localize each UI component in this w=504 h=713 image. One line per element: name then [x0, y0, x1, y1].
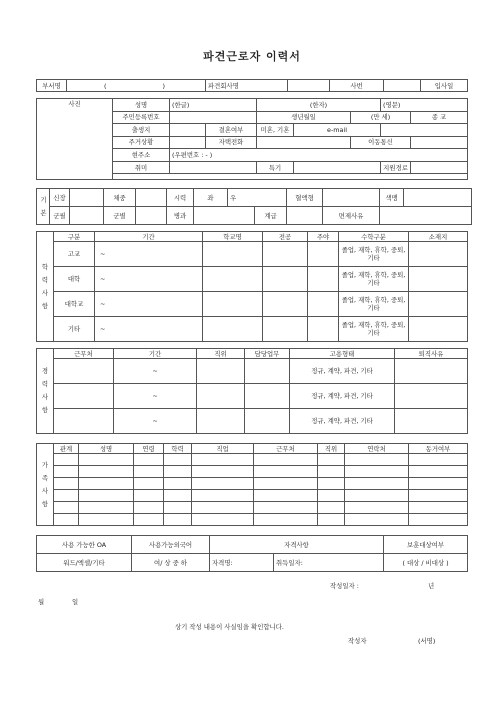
table-row — [37, 514, 468, 526]
fam-cell[interactable] — [409, 478, 468, 490]
fam-cell[interactable] — [192, 478, 254, 490]
signature-field[interactable]: (서명) — [418, 637, 436, 645]
year-label: 년 — [428, 582, 435, 590]
edu-level: 고교 — [54, 242, 95, 267]
marital-options[interactable]: 미혼, 기혼 — [257, 124, 294, 137]
rrn-input[interactable] — [170, 111, 257, 124]
fam-cell[interactable] — [409, 502, 468, 514]
table-row — [37, 466, 468, 478]
fam-cell[interactable] — [54, 454, 79, 466]
edu-period[interactable]: ~ — [95, 292, 203, 317]
table-row — [37, 267, 468, 292]
fam-cell[interactable] — [345, 490, 409, 502]
rank-input[interactable] — [287, 207, 323, 225]
fam-cell[interactable] — [79, 502, 134, 514]
dept-paren-close: ) — [161, 80, 206, 92]
edu-daynight-input[interactable] — [308, 292, 339, 317]
car-period[interactable]: ~ — [114, 409, 197, 434]
fam-cell[interactable] — [318, 466, 345, 478]
name-hangul[interactable]: (한글) — [170, 99, 257, 112]
fam-cell[interactable] — [134, 514, 164, 526]
car-col-reason: 퇴직사유 — [395, 349, 468, 359]
edu-col-school: 학교명 — [203, 232, 263, 242]
route-label: 지원경로 — [381, 161, 411, 174]
edu-col-location: 소재지 — [409, 232, 468, 242]
edu-col-major: 전공 — [263, 232, 308, 242]
edu-school-input[interactable] — [203, 242, 263, 267]
address-label: 현주소 — [113, 149, 170, 162]
edu-location-input[interactable] — [409, 317, 468, 342]
talent-label: 특기 — [257, 161, 294, 174]
car-reason-input[interactable] — [395, 359, 468, 384]
vision-right-label: 우 — [228, 189, 287, 207]
career-section-label: 경력사항 — [37, 349, 54, 434]
fam-cell[interactable] — [409, 490, 468, 502]
edu-school-input[interactable] — [203, 267, 263, 292]
edu-level: 대학 — [54, 267, 95, 292]
edu-location-input[interactable] — [409, 242, 468, 267]
fam-cell[interactable] — [318, 478, 345, 490]
name-hanja[interactable]: (한자) — [257, 99, 381, 112]
table-row — [37, 359, 468, 384]
home-phone-input[interactable] — [257, 136, 351, 149]
marital-label: 결혼여부 — [206, 124, 257, 137]
fam-cell[interactable] — [134, 490, 164, 502]
height-label: 신장 — [50, 189, 70, 207]
fam-cell[interactable] — [192, 502, 254, 514]
edu-major-input[interactable] — [263, 242, 308, 267]
header-table — [36, 79, 468, 92]
height-input[interactable] — [70, 189, 104, 207]
edu-level: 대학교 — [54, 292, 95, 317]
fam-cell[interactable] — [254, 490, 318, 502]
day-label: 일 — [72, 598, 79, 606]
agency-input[interactable] — [288, 80, 330, 92]
car-col-company: 근무처 — [54, 349, 114, 359]
fam-cell[interactable] — [54, 502, 79, 514]
fam-cell[interactable] — [54, 466, 79, 478]
table-row — [37, 242, 468, 267]
author-label: 작성자 — [348, 637, 367, 645]
dept-label: 부서명 — [37, 80, 67, 92]
table-row — [37, 409, 468, 434]
table-row — [37, 478, 468, 490]
edu-period[interactable]: ~ — [95, 317, 203, 342]
fam-col-contact: 연락처 — [345, 444, 409, 454]
exempt-label: 면제사유 — [323, 207, 380, 225]
lang-label: 사용가능외국어 — [132, 536, 210, 554]
fam-cell[interactable] — [192, 454, 254, 466]
birth-label: 생년월일 — [257, 111, 351, 124]
fam-cell[interactable] — [134, 502, 164, 514]
family-section-label: 가족사항 — [37, 444, 54, 526]
edu-col-period: 기간 — [95, 232, 203, 242]
exempt-input[interactable] — [380, 207, 472, 225]
edu-status[interactable]: 졸업, 재학, 휴학, 중퇴, 기타 — [339, 317, 409, 342]
edu-col-status: 수학구분 — [339, 232, 409, 242]
fam-cell[interactable] — [164, 514, 192, 526]
edu-status[interactable]: 졸업, 재학, 휴학, 중퇴, 기타 — [339, 292, 409, 317]
weight-label: 체중 — [104, 189, 136, 207]
home-phone-label: 자택전화 — [206, 136, 257, 149]
fam-col-name: 성명 — [79, 444, 134, 454]
family-table — [36, 443, 468, 526]
table-row — [37, 454, 468, 466]
blood-input[interactable] — [323, 189, 380, 207]
fam-cell[interactable] — [409, 466, 468, 478]
edu-daynight-input[interactable] — [308, 267, 339, 292]
fam-col-edu: 학력 — [164, 444, 192, 454]
rrn-label: 주민등록번호 — [113, 111, 170, 124]
fam-cell[interactable] — [164, 490, 192, 502]
fam-col-cohabit: 동거여부 — [409, 444, 468, 454]
car-type[interactable]: 정규, 계약, 파견, 기타 — [290, 409, 395, 434]
car-company-input[interactable] — [54, 359, 114, 384]
fam-cell[interactable] — [318, 502, 345, 514]
fam-cell[interactable] — [254, 454, 318, 466]
fam-cell[interactable] — [345, 514, 409, 526]
emp-no-label: 사번 — [330, 80, 384, 92]
confirm-text: 상기 작성 내용이 사실임을 확인합니다. — [175, 623, 284, 631]
edu-location-input[interactable] — [409, 292, 468, 317]
fam-cell[interactable] — [192, 514, 254, 526]
fam-cell[interactable] — [318, 514, 345, 526]
photo-box[interactable] — [37, 99, 113, 180]
edu-school-input[interactable] — [203, 317, 263, 342]
car-type[interactable]: 정규, 계약, 파견, 기타 — [290, 384, 395, 409]
car-reason-input[interactable] — [395, 409, 468, 434]
fam-cell[interactable] — [254, 466, 318, 478]
arm-label: 병과 — [167, 207, 194, 225]
edu-period[interactable]: ~ — [95, 267, 203, 292]
edu-major-input[interactable] — [263, 267, 308, 292]
talent-input[interactable] — [294, 161, 381, 174]
fam-cell[interactable] — [79, 454, 134, 466]
car-period[interactable]: ~ — [114, 359, 197, 384]
fam-cell[interactable] — [164, 478, 192, 490]
fam-col-relation: 관계 — [54, 444, 79, 454]
career-table — [36, 348, 468, 434]
fam-cell[interactable] — [345, 478, 409, 490]
page-title: 파견근로자 이력서 — [203, 50, 301, 63]
table-row — [37, 502, 468, 514]
fam-col-job: 직업 — [192, 444, 254, 454]
fam-col-age: 연령 — [134, 444, 164, 454]
profile-table — [36, 98, 468, 180]
car-company-input[interactable] — [54, 409, 114, 434]
car-col-position: 직위 — [197, 349, 245, 359]
car-position-input[interactable] — [197, 384, 245, 409]
rank-label: 계급 — [255, 207, 287, 225]
military-label: 군필 — [50, 207, 70, 225]
emp-no-input[interactable] — [384, 80, 421, 92]
housing-input[interactable] — [170, 136, 206, 149]
cert-name[interactable]: 자격명: — [210, 554, 274, 572]
fam-cell[interactable] — [164, 454, 192, 466]
month-label: 월 — [38, 598, 45, 606]
edu-col-daynight: 주야 — [308, 232, 339, 242]
table-row — [37, 317, 468, 342]
fam-cell[interactable] — [79, 514, 134, 526]
edu-major-input[interactable] — [263, 292, 308, 317]
vision-label: 시력 — [167, 189, 194, 207]
fam-cell[interactable] — [254, 502, 318, 514]
edu-major-input[interactable] — [263, 317, 308, 342]
table-row — [37, 292, 468, 317]
fam-cell[interactable] — [134, 466, 164, 478]
write-date-label: 작성일자 : — [330, 582, 359, 590]
photo-label: 사진 — [68, 100, 81, 108]
edu-period[interactable]: ~ — [95, 242, 203, 267]
fam-col-position: 직위 — [318, 444, 345, 454]
fam-col-workplace: 근무처 — [254, 444, 318, 454]
car-position-input[interactable] — [197, 409, 245, 434]
name-english[interactable]: (영문) — [381, 99, 468, 112]
car-duty-input[interactable] — [245, 409, 290, 434]
edu-col-type: 구분 — [54, 232, 95, 242]
table-row — [37, 384, 468, 409]
colorblind-label: 색맹 — [380, 189, 404, 207]
edu-daynight-input[interactable] — [308, 317, 339, 342]
religion-label: 종 교 — [411, 111, 468, 124]
military-input[interactable] — [70, 207, 104, 225]
email-label: e-mail — [294, 124, 381, 137]
fam-cell[interactable] — [54, 490, 79, 502]
birthplace-input[interactable] — [170, 124, 206, 137]
edu-status[interactable]: 졸업, 재학, 휴학, 중퇴, 기타 — [339, 267, 409, 292]
fam-cell[interactable] — [254, 514, 318, 526]
car-reason-input[interactable] — [395, 384, 468, 409]
fam-cell[interactable] — [254, 478, 318, 490]
fam-cell[interactable] — [409, 514, 468, 526]
fam-cell[interactable] — [134, 454, 164, 466]
blood-label: 혈액형 — [287, 189, 323, 207]
birthplace-label: 출생지 — [113, 124, 170, 137]
education-table — [36, 231, 468, 342]
car-col-duty: 담당업무 — [245, 349, 290, 359]
name-label: 성명 — [113, 99, 170, 112]
car-company-input[interactable] — [54, 384, 114, 409]
cert-date[interactable]: 취득일자: — [274, 554, 384, 572]
car-col-period: 기간 — [114, 349, 197, 359]
branch-input[interactable] — [136, 207, 167, 225]
fam-cell[interactable] — [79, 478, 134, 490]
fam-cell[interactable] — [54, 478, 79, 490]
colorblind-input[interactable] — [404, 189, 472, 207]
fam-cell[interactable] — [345, 466, 409, 478]
oa-value[interactable]: 워드/엑셀/기타 — [37, 554, 132, 572]
mobile-input[interactable] — [411, 136, 468, 149]
fam-cell[interactable] — [192, 490, 254, 502]
car-duty-input[interactable] — [245, 359, 290, 384]
email-input[interactable] — [381, 124, 468, 137]
oa-label: 사용 가능한 OA — [37, 536, 132, 554]
route-input[interactable] — [411, 161, 468, 174]
edu-location-input[interactable] — [409, 267, 468, 292]
lang-value[interactable]: 여/ 상 중 하 — [132, 554, 210, 572]
fam-cell[interactable] — [164, 502, 192, 514]
profile-spacer — [113, 174, 468, 180]
hobby-label: 취미 — [113, 161, 170, 174]
join-date-label: 입사일 — [421, 80, 468, 92]
car-position-input[interactable] — [197, 359, 245, 384]
fam-cell[interactable] — [164, 466, 192, 478]
dept-paren-open: ( — [67, 80, 109, 92]
housing-label: 주거상황 — [113, 136, 170, 149]
fam-cell[interactable] — [134, 478, 164, 490]
car-col-type: 고용형태 — [290, 349, 395, 359]
fam-cell[interactable] — [318, 490, 345, 502]
dept-input[interactable] — [109, 80, 161, 92]
fam-cell[interactable] — [409, 454, 468, 466]
edu-status[interactable]: 졸업, 재학, 휴학, 중퇴, 기타 — [339, 242, 409, 267]
mobile-label: 이동통신 — [351, 136, 411, 149]
zip-field[interactable]: (우편번호 : - ) — [170, 149, 468, 162]
skills-table — [36, 535, 468, 572]
fam-cell[interactable] — [345, 454, 409, 466]
edu-level: 기타 — [54, 317, 95, 342]
cert-label: 자격사항 — [210, 536, 384, 554]
fam-cell[interactable] — [54, 514, 79, 526]
basic-table — [36, 188, 472, 225]
car-type[interactable]: 정규, 계약, 파견, 기타 — [290, 359, 395, 384]
weight-input[interactable] — [136, 189, 167, 207]
car-period[interactable]: ~ — [114, 384, 197, 409]
veteran-value[interactable]: ( 대상 / 비대상 ) — [384, 554, 468, 572]
fam-cell[interactable] — [345, 502, 409, 514]
fam-cell[interactable] — [192, 466, 254, 478]
fam-cell[interactable] — [79, 490, 134, 502]
table-row — [37, 490, 468, 502]
hobby-input[interactable] — [170, 161, 257, 174]
arm-input[interactable] — [194, 207, 255, 225]
age-field[interactable]: (만 세) — [351, 111, 411, 124]
fam-cell[interactable] — [318, 454, 345, 466]
education-section-label: 학력사항 — [37, 232, 54, 342]
car-duty-input[interactable] — [245, 384, 290, 409]
basic-section-label: 기본 — [37, 189, 50, 225]
veteran-label: 보훈대상여부 — [384, 536, 468, 554]
agency-label: 파견회사명 — [206, 80, 288, 92]
fam-cell[interactable] — [79, 466, 134, 478]
edu-school-input[interactable] — [203, 292, 263, 317]
branch-label: 군별 — [104, 207, 136, 225]
vision-left-label: 좌 — [194, 189, 228, 207]
edu-daynight-input[interactable] — [308, 242, 339, 267]
